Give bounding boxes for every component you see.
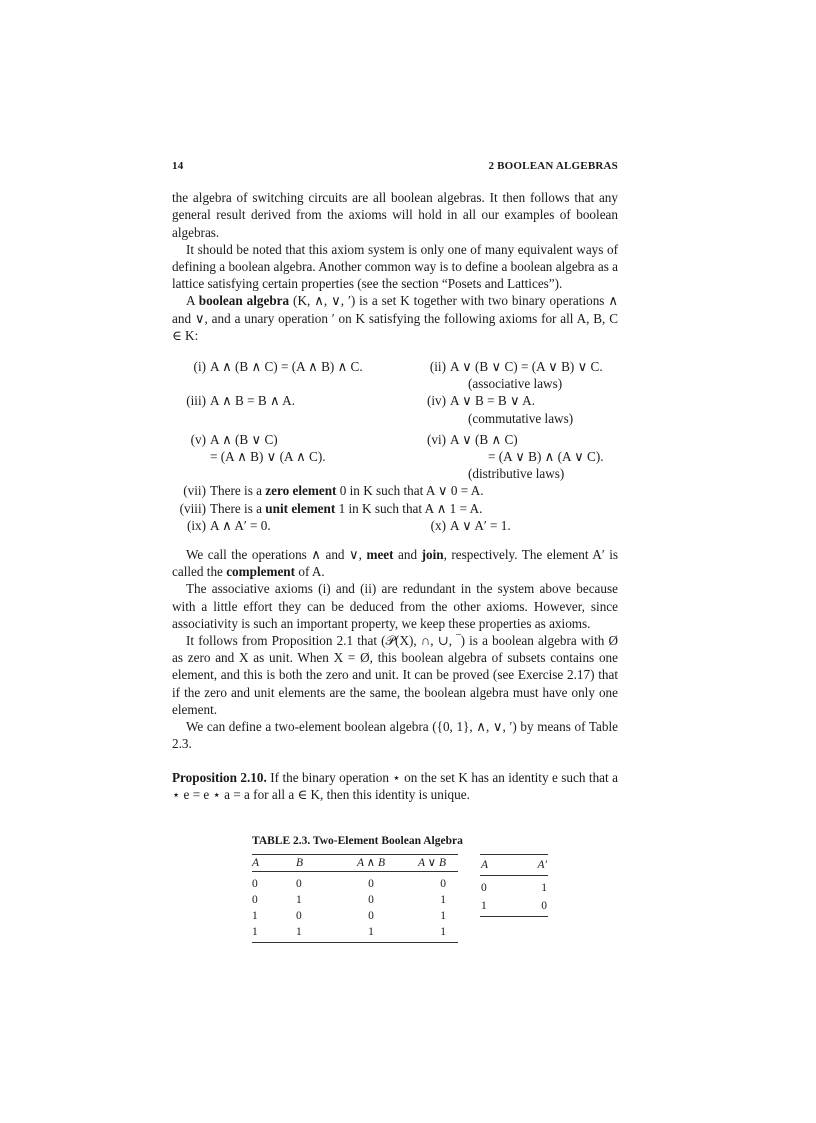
- paragraph-4: We call the operations ∧ and ∨, meet and join, respectively. The element A′ is called the complement of A.: [172, 547, 618, 580]
- table-cell: 0: [296, 910, 302, 923]
- axiom-iv: (iv) A ∨ B = B ∨ A.: [426, 393, 536, 409]
- axiom-ii: (ii) A ∨ (B ∨ C) = (A ∨ B) ∨ C.: [429, 359, 603, 375]
- table-cell: 1: [340, 924, 402, 943]
- commutative-laws-note: (commutative laws): [468, 410, 574, 426]
- axiom-row: [172, 431, 618, 448]
- paragraph-7: We can define a two-element boolean algebra ({0, 1}, ∧, ∨, ′) by means of Table 2.3.: [172, 719, 618, 752]
- table-cell: 1: [480, 897, 526, 917]
- table-cell: 0: [368, 910, 374, 923]
- table-cell: 0: [481, 882, 487, 895]
- paragraph-5: The associative axioms (i) and (ii) are redundant in the system above because with a little effort they can be deduced from the other axioms. However, since associativity is such an important property, we keep these properties as axioms.: [172, 581, 618, 631]
- table-row: [252, 908, 458, 924]
- associative-laws-note: (associative laws): [468, 376, 563, 392]
- column-header: A: [480, 855, 526, 876]
- table-header-row: [480, 855, 548, 876]
- proposition-label: Proposition 2.10.: [172, 769, 267, 785]
- truth-table: [252, 854, 458, 943]
- table-cell: 1: [296, 894, 302, 907]
- table-cell: 0: [296, 878, 302, 891]
- column-header: A′: [526, 855, 548, 876]
- table-cell: 0: [368, 894, 374, 907]
- term-complement: complement: [226, 564, 296, 580]
- table-cell: 1: [440, 894, 446, 907]
- term-unit-element: unit element: [265, 500, 336, 516]
- paragraph-6: It follows from Proposition 2.1 that (𝒫(X), ∩, ∪, ‾) is a boolean algebra with Ø as zero and X as unit. When X = Ø, this boolean algebra of subsets contains one element, and this is both the zero and unit. It can be proved (see Exercise 2.17) that if the zero and unit elements are the same, the boolean algebra must have only one element.: [172, 633, 618, 717]
- table-caption: TABLE 2.3. Two-Element Boolean Algebra: [252, 834, 463, 847]
- axiom-list: [172, 358, 618, 534]
- page-number: 14: [172, 160, 184, 172]
- table-cell: 1: [296, 924, 340, 943]
- paragraph-3: A boolean algebra (K, ∧, ∨, ′) is a set K together with two binary operations ∧ and ∨, and a unary operation ′ on K satisfying the following axioms for all A, B, C ∈ K:: [172, 293, 619, 343]
- chapter-title: 2 BOOLEAN ALGEBRAS: [488, 160, 618, 172]
- table-cell: 1: [541, 882, 547, 895]
- axiom-vi: (vi) A ∨ (B ∧ C): [426, 431, 518, 447]
- term-boolean-algebra: boolean algebra: [198, 293, 290, 309]
- axiom-x: (x) A ∨ A′ = 1.: [430, 517, 511, 533]
- table-row: [480, 876, 548, 898]
- table-cell: 0: [252, 894, 258, 907]
- table-cell: 0: [526, 897, 548, 917]
- table-row: [480, 897, 548, 917]
- paragraph-2: It should be noted that this axiom system is only one of many equivalent ways of defining a boolean algebra. Another common way is to define a boolean algebra as a lattice satisfying certain properties (see the section “Posets and Lattices”).: [172, 241, 618, 292]
- term-join: join: [421, 547, 444, 563]
- proposition-2-10: Proposition 2.10. If the binary operation ⋆ on the set K has an identity e such that a ⋆ e = e ⋆ a = a for all a ∈ K, then this identity is unique.: [172, 769, 618, 802]
- column-header: A ∧ B: [340, 855, 402, 872]
- axiom-viii: (viii) There is a unit element 1 in K such that A ∧ 1 = A.: [179, 500, 483, 516]
- table-cell: 1: [402, 924, 458, 943]
- column-header: A ∨ B: [402, 855, 458, 872]
- column-header: B: [296, 855, 340, 872]
- running-header: [172, 158, 618, 175]
- table-row: [252, 892, 458, 908]
- column-header: A: [252, 855, 296, 872]
- axiom-iii: (iii) A ∧ B = B ∧ A.: [186, 393, 296, 409]
- table-cell: 1: [252, 924, 296, 943]
- axiom-row: [172, 517, 618, 534]
- axiom-v: (v) A ∧ (B ∨ C): [190, 431, 278, 447]
- table-cell: 1: [440, 910, 446, 923]
- table-cell: 0: [368, 878, 374, 891]
- term-meet: meet: [366, 547, 394, 563]
- page-content: [172, 158, 618, 943]
- axiom-v-continuation: = (A ∧ B) ∨ (A ∧ C).: [210, 449, 326, 465]
- complement-table: [480, 854, 548, 917]
- axiom-vii: (vii) There is a zero element 0 in K such that A ∨ 0 = A.: [183, 483, 484, 499]
- term-zero-element: zero element: [265, 483, 337, 499]
- axiom-row: [172, 358, 618, 375]
- distributive-laws-note: (distributive laws): [468, 466, 565, 482]
- table-row: [252, 872, 458, 893]
- table-header-row: [252, 855, 458, 872]
- table-cell: 1: [252, 910, 258, 923]
- axiom-i: (i) A ∧ (B ∧ C) = (A ∧ B) ∧ C.: [193, 359, 363, 375]
- table-2-3: [252, 833, 618, 943]
- table-cell: 0: [440, 878, 446, 891]
- axiom-row: [172, 392, 618, 409]
- axiom-vi-continuation: = (A ∨ B) ∧ (A ∨ C).: [488, 449, 604, 465]
- paragraph-1: the algebra of switching circuits are all boolean algebras. It then follows that any general result derived from the axioms will hold in all our examples of boolean algebras.: [172, 190, 618, 240]
- axiom-ix: (ix) A ∧ A′ = 0.: [186, 517, 271, 533]
- table-cell: 0: [252, 878, 258, 891]
- table-row: [252, 924, 458, 943]
